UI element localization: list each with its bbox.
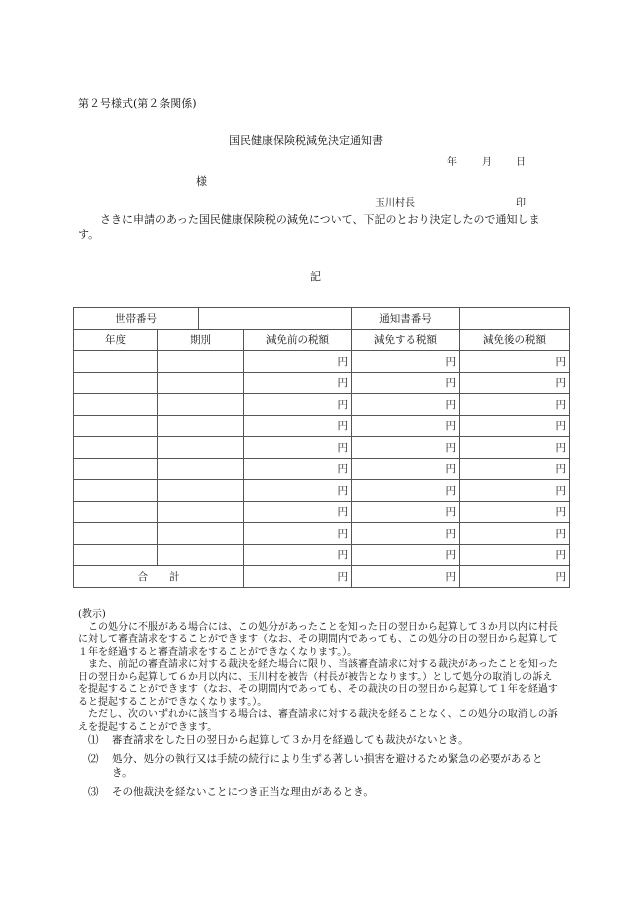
table-row: 円 円 円: [74, 544, 570, 566]
list-item: ⑵ 処分、処分の執行又は手続の続行により生ずる著しい損害を避けるため緊急の必要があるとき。: [88, 753, 543, 779]
table-row: 円 円 円: [74, 415, 570, 437]
document-title: 国民健康保険税減免決定通知書: [229, 134, 383, 147]
column-header-row: [74, 329, 570, 351]
intro-text: さきに申請のあった国民健康保険税の減免について、下記のとおり決定したので通知します。: [78, 213, 540, 241]
total-row: 合 計 円 円 円: [74, 566, 570, 588]
issuer-seal: 印: [516, 198, 526, 209]
kyoji-section: [78, 609, 558, 734]
issuer-name: 玉川村長: [375, 198, 415, 209]
form-label: 第２号様式(第２条関係): [78, 97, 197, 110]
household-no-value: [199, 308, 352, 330]
ki-heading: 記: [310, 270, 321, 283]
notice-no-value: [460, 308, 570, 330]
kyoji-heading: (教示): [78, 609, 106, 620]
household-no-label: 世帯番号: [74, 308, 199, 330]
table-row: 円 円 円: [74, 437, 570, 459]
col-header-year: 年度: [74, 329, 158, 351]
total-label: 合 計: [74, 566, 244, 588]
table-row: 円 円 円: [74, 372, 570, 394]
condition-list: [88, 733, 558, 804]
col-header-period: 期別: [158, 329, 244, 351]
table-row: 円 円 円: [74, 480, 570, 502]
table-row: 円 円 円: [74, 523, 570, 545]
list-item: ⑶ その他裁決を経ないことにつき正当な理由があるとき。: [88, 786, 374, 798]
list-item: ⑴ 審査請求をした日の翌日から起算して３か月を経過しても裁決がないとき。: [88, 734, 469, 746]
kyoji-paragraph-2: また、前記の審査請求に対する裁決を経た場合に限り、当該審査請求に対する裁決があったことを知った日の翌日から起算して６か月以内に、玉川村を被告（村長が被告となります。）として処分の取消しの訴えを提起することができます（なお、その期間内であっても、その裁決の日の翌日から起算して１年を経過すると提起することができなくなります。）。: [78, 659, 558, 708]
notice-no-label: 通知書番号: [352, 308, 460, 330]
table-row: 円 円 円: [74, 351, 570, 373]
tax-table: [73, 307, 570, 588]
col-header-reduction: 減免する税額: [352, 329, 460, 351]
table-row: 円 円 円: [74, 394, 570, 416]
recipient-suffix: 様: [196, 175, 207, 188]
date-day: 日: [516, 157, 526, 168]
date-month: 月: [482, 157, 492, 168]
kyoji-paragraph-1: この処分に不服がある場合には、この処分があったことを知った日の翌日から起算して３か月以内に村長に対して審査請求をすることができます（なお、その期間内であっても、この処分の日の翌日から起算して１年を経過すると審査請求をすることができなくなります。）。: [78, 621, 558, 658]
date-year: 年: [447, 157, 457, 168]
col-header-after: 減免後の税額: [460, 329, 570, 351]
table-row: 円 円 円: [74, 501, 570, 523]
header-info-row: [74, 308, 570, 330]
kyoji-paragraph-3: ただし、次のいずれかに該当する場合は、審査請求に対する裁決を経ることなく、この処分の取消しの訴えを提起することができます。: [78, 709, 558, 733]
table-row: 円 円 円: [74, 458, 570, 480]
col-header-before: 減免前の税額: [244, 329, 352, 351]
